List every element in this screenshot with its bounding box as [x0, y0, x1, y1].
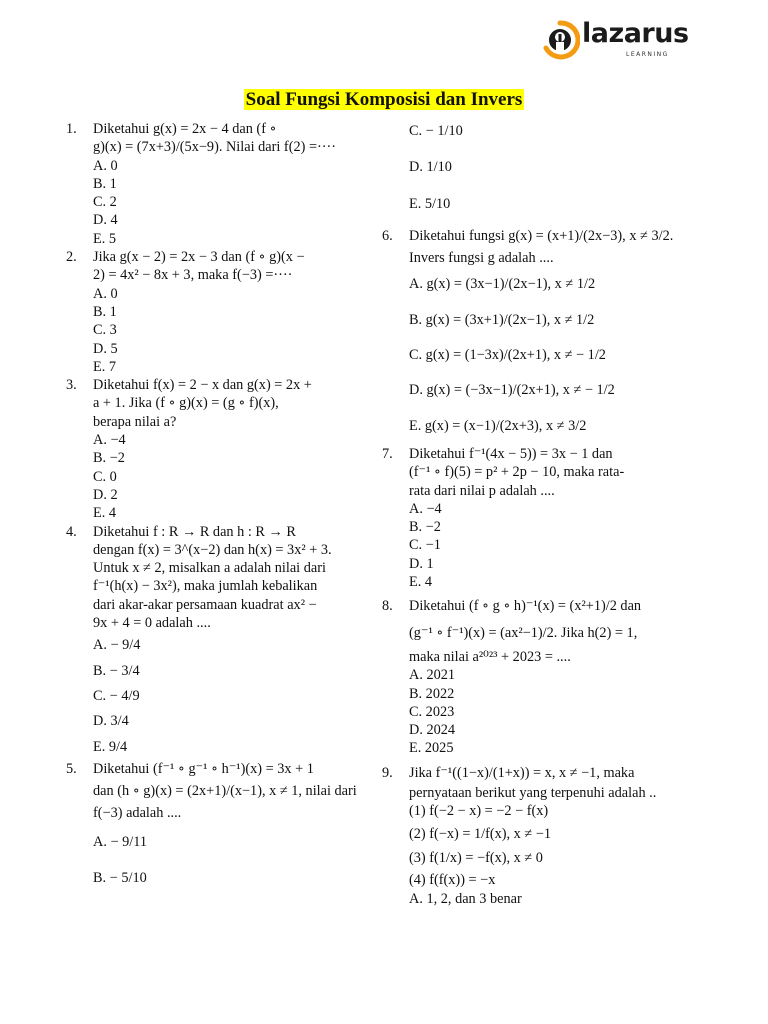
- question-6: [382, 227, 682, 435]
- answer-option: D. 1/10: [409, 159, 452, 176]
- answer-option: D. 5: [93, 340, 118, 357]
- question-7: [382, 445, 682, 591]
- answer-option: A. 2021: [409, 667, 456, 684]
- question-stem: Diketahui f(x) = 2 − x dan g(x) = 2x +: [93, 377, 312, 394]
- question-stem: Diketahui (f⁻¹ ∘ g⁻¹ ∘ h⁻¹)(x) = 3x + 1: [93, 760, 314, 777]
- lazarus-logo-icon: [540, 20, 580, 62]
- answer-option: B. g(x) = (3x+1)/(2x−1), x ≠ 1/2: [409, 311, 595, 328]
- question-number: 5.: [66, 760, 77, 777]
- answer-option: A. 0: [93, 285, 118, 302]
- answer-option: E. 2025: [409, 740, 454, 757]
- answer-option: C. −1: [409, 537, 441, 554]
- left-column: [66, 120, 366, 887]
- question-5-continued: [382, 122, 682, 213]
- brand-subtitle: LEARNING: [626, 51, 669, 58]
- answer-option: A. − 9/11: [93, 833, 147, 850]
- answer-option: E. 4: [93, 505, 117, 522]
- answer-option: B. −2: [409, 519, 441, 536]
- answer-option: B. − 3/4: [93, 662, 140, 679]
- question-stem: berapa nilai a?: [93, 413, 177, 430]
- question-number: 9.: [382, 764, 393, 781]
- question-3: [66, 376, 366, 522]
- question-stem: rata dari nilai p adalah ....: [409, 482, 555, 499]
- question-number: 6.: [382, 227, 393, 244]
- answer-option: A. −4: [93, 432, 126, 449]
- answer-option: E. 9/4: [93, 738, 128, 755]
- question-stem: a + 1. Jika (f ∘ g)(x) = (g ∘ f)(x),: [93, 395, 279, 412]
- brand-logo: [540, 18, 689, 62]
- answer-option: C. 3: [93, 322, 117, 339]
- answer-option: C. 2023: [409, 703, 455, 720]
- statement-item: (4) f(f(x)) = −x: [409, 872, 496, 889]
- answer-option: A. − 9/4: [93, 637, 141, 654]
- answer-option: B. 2022: [409, 685, 455, 702]
- question-number: 3.: [66, 377, 77, 394]
- answer-option: E. 5/10: [409, 195, 451, 212]
- question-stem: Jika g(x − 2) = 2x − 3 dan (f ∘ g)(x −: [93, 249, 305, 266]
- question-stem: (g⁻¹ ∘ f⁻¹)(x) = (ax²−1)/2. Jika h(2) = 1,: [409, 624, 638, 641]
- answer-option: A. g(x) = (3x−1)/(2x−1), x ≠ 1/2: [409, 276, 596, 293]
- answer-option: E. g(x) = (x−1)/(2x+3), x ≠ 3/2: [409, 417, 587, 434]
- question-stem: Jika f⁻¹((1−x)/(1+x)) = x, x ≠ −1, maka: [409, 764, 635, 781]
- statement-item: (1) f(−2 − x) = −2 − f(x): [409, 803, 549, 820]
- question-stem: f(−3) adalah ....: [93, 805, 182, 822]
- answer-option: C. g(x) = (1−3x)/(2x+1), x ≠ − 1/2: [409, 347, 606, 364]
- right-column: [382, 122, 682, 908]
- question-stem: Untuk x ≠ 2, misalkan a adalah nilai dari: [93, 560, 326, 577]
- answer-option: D. 4: [93, 212, 118, 229]
- page-title: Soal Fungsi Komposisi dan Invers: [245, 89, 523, 110]
- answer-option: B. 1: [93, 175, 117, 192]
- answer-option: D. 2: [93, 486, 118, 503]
- answer-option: B. 1: [93, 303, 117, 320]
- brand-name: lazarus: [582, 18, 689, 49]
- answer-option: C. 2: [93, 194, 117, 211]
- answer-option: D. 3/4: [93, 713, 129, 730]
- question-stem: 2) = 4x² − 8x + 3, maka f(−3) =····: [93, 267, 293, 284]
- question-stem: pernyataan berikut yang terpenuhi adalah ..: [409, 785, 657, 802]
- question-stem: Diketahui fungsi g(x) = (x+1)/(2x−3), x ≠ 3/2.: [409, 227, 674, 244]
- question-stem: Diketahui (f ∘ g ∘ h)⁻¹(x) = (x²+1)/2 dan: [409, 598, 642, 615]
- question-8: [382, 597, 682, 757]
- answer-option: C. − 1/10: [409, 123, 463, 139]
- question-number: 8.: [382, 598, 393, 615]
- question-number: 4.: [66, 523, 77, 540]
- question-1: [66, 120, 366, 248]
- question-stem: dan (h ∘ g)(x) = (2x+1)/(x−1), x ≠ 1, nilai dari: [93, 783, 357, 800]
- answer-option: E. 4: [409, 574, 433, 591]
- question-stem: 9x + 4 = 0 adalah ....: [93, 615, 211, 632]
- question-stem: g)(x) = (7x+3)/(5x−9). Nilai dari f(2) =····: [93, 139, 337, 156]
- question-stem: Diketahui f⁻¹(4x − 5)) = 3x − 1 dan: [409, 445, 613, 462]
- question-number: 7.: [382, 445, 393, 462]
- question-stem: maka nilai a²⁰²³ + 2023 = ....: [409, 648, 571, 665]
- answer-option: C. 0: [93, 468, 117, 485]
- question-stem: (f⁻¹ ∘ f)(5) = p² + 2p − 10, maka rata-: [409, 464, 625, 481]
- question-5: [66, 760, 366, 887]
- statement-item: (3) f(1/x) = −f(x), x ≠ 0: [409, 849, 543, 866]
- statement-item: (2) f(−x) = 1/f(x), x ≠ −1: [409, 825, 552, 842]
- question-stem: Diketahui g(x) = 2x − 4 dan (f ∘: [93, 121, 277, 137]
- question-number: 1.: [66, 121, 77, 137]
- question-stem: dari akar-akar persamaan kuadrat ax² −: [93, 596, 317, 613]
- answer-option: C. − 4/9: [93, 687, 140, 704]
- question-4: [66, 523, 366, 756]
- question-stem: f⁻¹(h(x) − 3x²), maka jumlah kebalikan: [93, 578, 318, 595]
- question-stem: Invers fungsi g adalah ....: [409, 250, 554, 267]
- question-9: [382, 764, 682, 908]
- answer-option: A. 0: [93, 157, 118, 174]
- question-stem: dengan f(x) = 3^(x−2) dan h(x) = 3x² + 3.: [93, 541, 332, 558]
- question-2: [66, 248, 366, 376]
- page-title-wrap: [0, 89, 768, 111]
- answer-option: D. 2024: [409, 722, 456, 739]
- answer-option: B. −2: [93, 450, 125, 467]
- answer-option: B. − 5/10: [93, 869, 147, 886]
- answer-option: D. g(x) = (−3x−1)/(2x+1), x ≠ − 1/2: [409, 382, 615, 399]
- answer-option: E. 7: [93, 358, 117, 375]
- question-number: 2.: [66, 249, 77, 266]
- answer-option: E. 5: [93, 230, 117, 247]
- question-stem: Diketahui f : R → R dan h : R → R: [93, 523, 296, 540]
- answer-option: A. 1, 2, dan 3 benar: [409, 890, 522, 907]
- answer-option: D. 1: [409, 555, 434, 572]
- answer-option: A. −4: [409, 500, 442, 517]
